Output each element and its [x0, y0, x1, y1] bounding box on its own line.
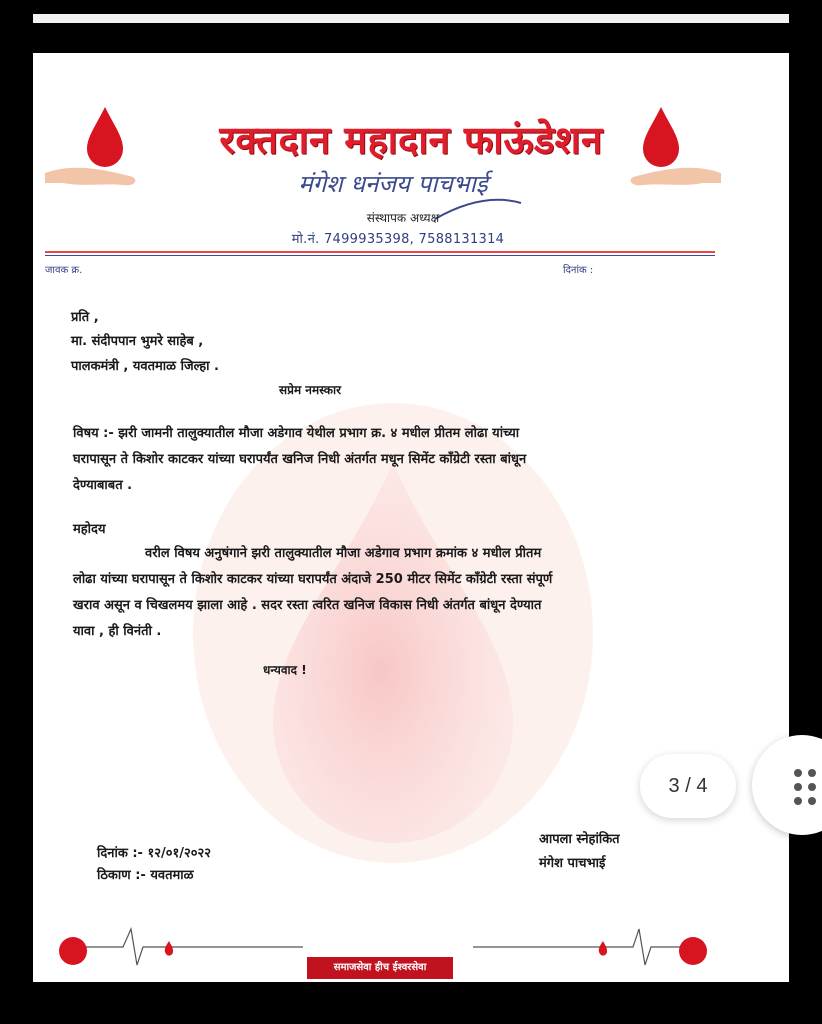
org-name: रक्तदान महादान फाऊंडेशन	[219, 117, 603, 162]
top-status-bar	[33, 14, 789, 23]
recipient-name: मा. संदीपपान भुमरे साहेब ,	[71, 334, 204, 349]
founder-name: मंगेश धनंजय पाचभाई	[298, 170, 488, 198]
thanks: धन्यवाद !	[263, 663, 307, 677]
subject-line: घरापासून ते किशोर काटकर यांच्या घरापर्यंत खनिज निधी अंतर्गत मधून सिमेंट कॉंग्रेटी रस्ता बांधून	[73, 452, 527, 467]
subject-line: विषय :- झरी जामनी तालुक्यातील मौजा अडेगाव येथील प्रभाग क्र. ४ मधील प्रीतम लोढा यांच्या	[73, 426, 520, 441]
page-indicator: 3 / 4	[640, 754, 736, 818]
body-paragraph	[73, 541, 773, 645]
subject-paragraph	[73, 421, 763, 499]
body-line: खराव असून व चिखलमय झाला आहे . सदर रस्ता त्वरित खनिज विकास निधी अंतर्गत बांधून देण्यात	[73, 598, 542, 613]
phone-numbers: मो.नं. 7499935398, 7588131314	[291, 232, 505, 247]
body-line: वरील विषय अनुषंगाने झरी तालुक्यातील मौजा अडेगाव प्रभाग क्रमांक ४ मधील प्रीतम	[145, 546, 542, 561]
footer-banner: समाजसेवा हीच ईश्वरसेवा	[307, 957, 453, 979]
closing: आपला स्नेहांकित	[539, 832, 620, 847]
body-line: लोढा यांच्या घरापासून ते किशोर काटकर यांच्या घरापर्यंत अंदाजे 250 मीटर सिमेंट कॉंग्रेटी रस्ता संपूर्ण	[73, 572, 553, 587]
body-line: यावा , ही विनंती .	[73, 624, 162, 639]
recipient-post: पालकमंत्री , यवतमाळ जिल्हा .	[71, 359, 219, 374]
reference-number-label: जावक क्र.	[45, 265, 83, 276]
header-rule-bottom	[45, 255, 715, 256]
greeting: सप्रेम नमस्कार	[279, 383, 342, 397]
header-date-label: दिनांक :	[563, 265, 594, 276]
letter-place: ठिकाण :- यवतमाळ	[97, 868, 194, 883]
left-blood-drop-hand-icon	[43, 103, 153, 193]
letter-date: दिनांक :- १२/०१/२०२२	[97, 846, 212, 861]
header-rule-top	[45, 251, 715, 253]
salutation: महोदय	[73, 522, 106, 537]
document-page	[33, 53, 789, 982]
to-line: प्रति ,	[71, 310, 99, 325]
subject-line: देण्याबाबत .	[73, 478, 133, 493]
founder-title: संस्थापक अध्यक्ष	[366, 211, 440, 225]
signatory: मंगेश पाचभाई	[539, 856, 606, 871]
